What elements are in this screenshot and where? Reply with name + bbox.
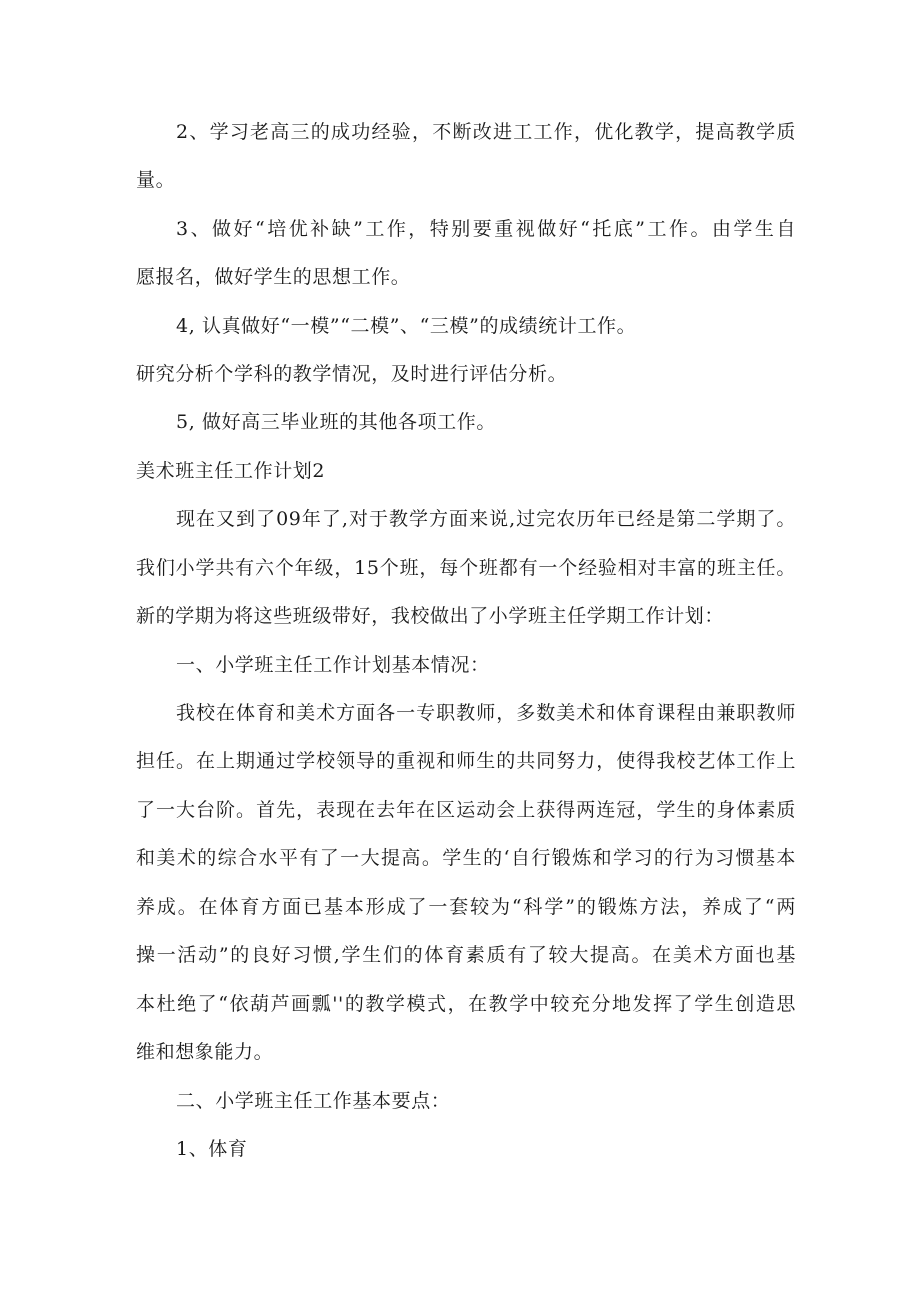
paragraph-line: 愿报名，做好学生的思想工作。 [136, 266, 411, 288]
paragraph-line: 2、学习老高三的成功经验，不断改进工工作，优化教学，提高教学质 [176, 121, 796, 143]
subsection-heading: 二、小学班主任工作基本要点： [176, 1090, 451, 1112]
paragraph-line: 量。 [136, 169, 176, 191]
paragraph-line: 3、做好“培优补缺”工作，特别要重视做好“托底”工作。由学生自 [176, 218, 796, 240]
paragraph-line: 我校在体育和美术方面各一专职教师，多数美术和体育课程由兼职教师 [176, 702, 796, 724]
item-heading: 1、体育 [176, 1138, 248, 1160]
paragraph-line: 本杜绝了“依葫芦画瓢''的教学模式，在教学中较充分地发挥了学生创造思 [136, 993, 796, 1015]
paragraph-line: 研究分析个学科的教学情况，及时进行评估分析。 [136, 363, 568, 385]
paragraph-line: 担任。在上期通过学校领导的重视和师生的共同努力，使得我校艺体工作上 [136, 750, 796, 772]
paragraph-line: 和美术的综合水平有了一大提高。学生的‘自行锻炼和学习的行为习惯基本 [136, 847, 796, 869]
paragraph-line: 我们小学共有六个年级，15个班，每个班都有一个经验相对丰富的班主任。 [136, 557, 796, 579]
paragraph-line: 维和想象能力。 [136, 1041, 274, 1063]
paragraph-line: 了一大台阶。首先，表现在去年在区运动会上获得两连冠，学生的身体素质 [136, 799, 796, 821]
paragraph-line: 5, 做好高三毕业班的其他各项工作。 [176, 411, 496, 433]
paragraph-line: 新的学期为将这些班级带好，我校做出了小学班主任学期工作计划： [136, 605, 725, 627]
paragraph-line: 现在又到了09年了,对于教学方面来说,过完农历年已经是第二学期了。 [176, 508, 796, 530]
paragraph-line: 养成。在体育方面已基本形成了一套较为“科学”的锻炼方法，养成了“两 [136, 896, 796, 918]
paragraph-line: 4, 认真做好“一模”“二模”、“三模”的成绩统计工作。 [176, 315, 637, 337]
paragraph-line: 操一活动”的良好习惯,学生们的体育素质有了较大提高。在美术方面也基 [136, 944, 796, 966]
section-heading: 美术班主任工作计划2 [136, 460, 326, 482]
subsection-heading: 一、小学班主任工作计划基本情况： [176, 654, 490, 676]
